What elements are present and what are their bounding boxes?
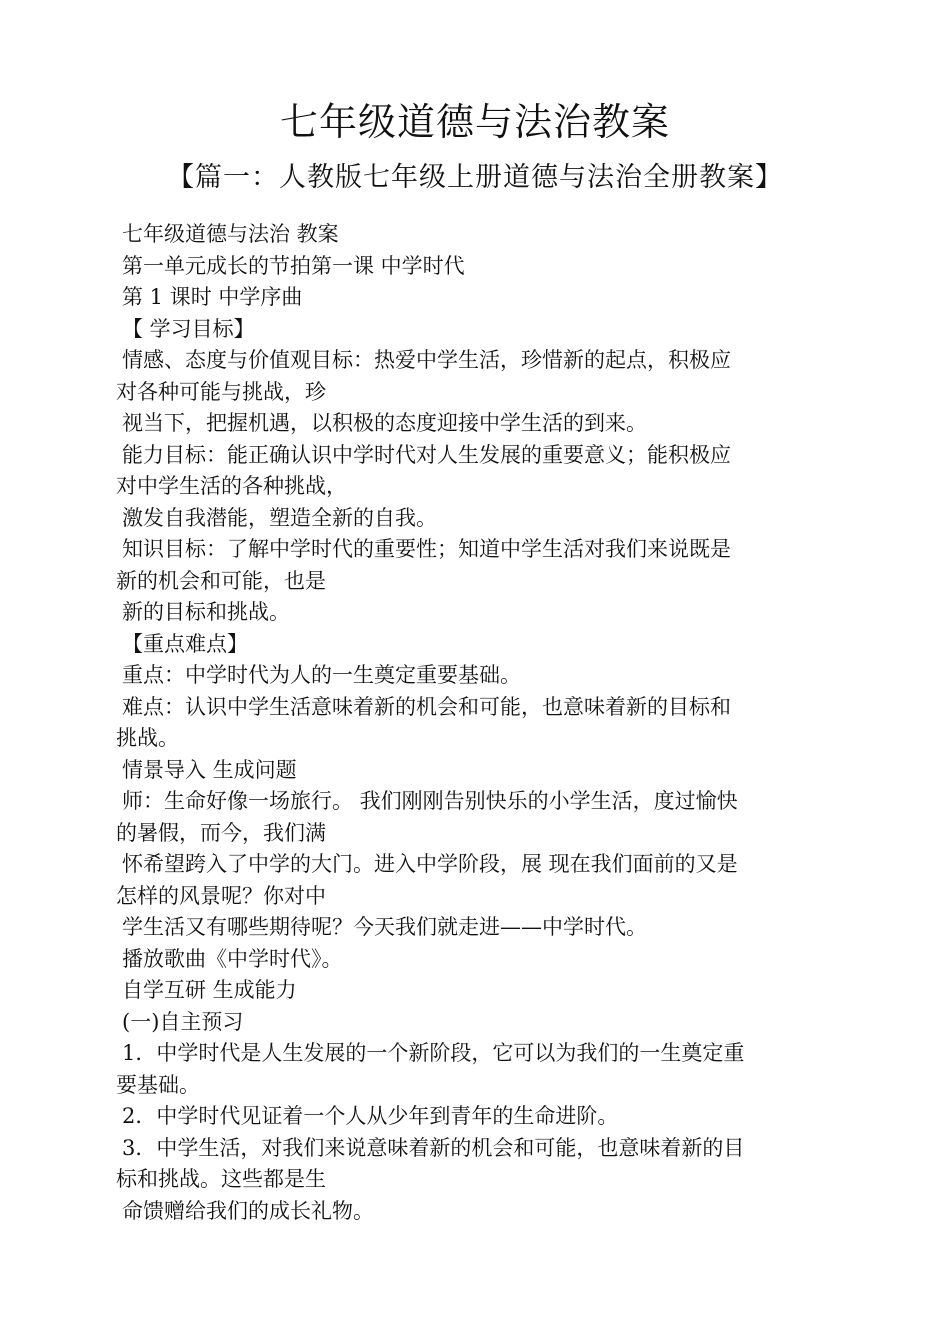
- body-line: 知识目标：了解中学时代的重要性；知道中学生活对我们来说既是: [122, 537, 731, 561]
- body-line: 情感、态度与价值观目标：热爱中学生活，珍惜新的起点，积极应: [122, 348, 731, 372]
- body-line: 第一单元成长的节拍第一课 中学时代: [122, 253, 465, 278]
- body-line: 命馈赠给我们的成长礼物。: [122, 1198, 374, 1223]
- body-line: 2．中学时代见证着一个人从少年到青年的生命进阶。: [122, 1104, 619, 1128]
- body-line: 情景导入 生成问题: [122, 757, 297, 782]
- body-line: 怎样的风景呢？你对中: [116, 883, 326, 908]
- body-line: 1．中学时代是人生发展的一个新阶段，它可以为我们的一生奠定重: [122, 1041, 745, 1065]
- body-line: 标和挑战。这些都是生: [116, 1167, 326, 1191]
- document-subtitle: 【篇一：人教版七年级上册道德与法治全册教案】: [167, 162, 783, 193]
- document-body: [116, 219, 836, 1227]
- body-line: 激发自我潜能，塑造全新的自我。: [122, 505, 437, 530]
- body-line: 难点：认识中学生活意味着新的机会和可能，也意味着新的目标和: [122, 694, 731, 719]
- body-line: (一)自主预习: [122, 1009, 244, 1034]
- body-line: 七年级道德与法治 教案: [122, 222, 339, 246]
- body-line: 视当下，把握机遇，以积极的态度迎接中学生活的到来。: [122, 411, 647, 435]
- body-line: 3．中学生活，对我们来说意味着新的机会和可能，也意味着新的目: [122, 1135, 745, 1160]
- body-line: 能力目标：能正确认识中学时代对人生发展的重要意义；能积极应: [122, 442, 731, 467]
- body-line: 挑战。: [116, 726, 179, 750]
- body-line: 师：生命好像一场旅行。 我们刚刚告别快乐的小学生活，度过愉快: [122, 789, 738, 813]
- body-line: 重点：中学时代为人的一生奠定重要基础。: [122, 663, 521, 687]
- body-line: 要基础。: [116, 1072, 200, 1097]
- body-line: 第 1 课时 中学序曲: [122, 285, 303, 309]
- body-line: 怀希望跨入了中学的大门。进入中学阶段，展 现在我们面前的又是: [122, 852, 738, 876]
- body-line: 【 学习目标】: [122, 316, 255, 341]
- body-line: 的暑假，而今，我们满: [116, 820, 326, 845]
- body-line: 自学互研 生成能力: [122, 978, 297, 1002]
- body-line: 学生活又有哪些期待呢？今天我们就走进——中学时代。: [122, 915, 647, 939]
- body-line: 【重点难点】: [122, 631, 248, 656]
- body-line: 对各种可能与挑战，珍: [116, 379, 326, 404]
- body-line: 播放歌曲《中学时代》。: [122, 946, 343, 971]
- document-title: 七年级道德与法治教案: [279, 100, 670, 144]
- body-line: 新的目标和挑战。: [122, 600, 290, 624]
- body-line: 对中学生活的各种挑战，: [116, 474, 347, 498]
- body-line: 新的机会和可能，也是: [116, 568, 326, 593]
